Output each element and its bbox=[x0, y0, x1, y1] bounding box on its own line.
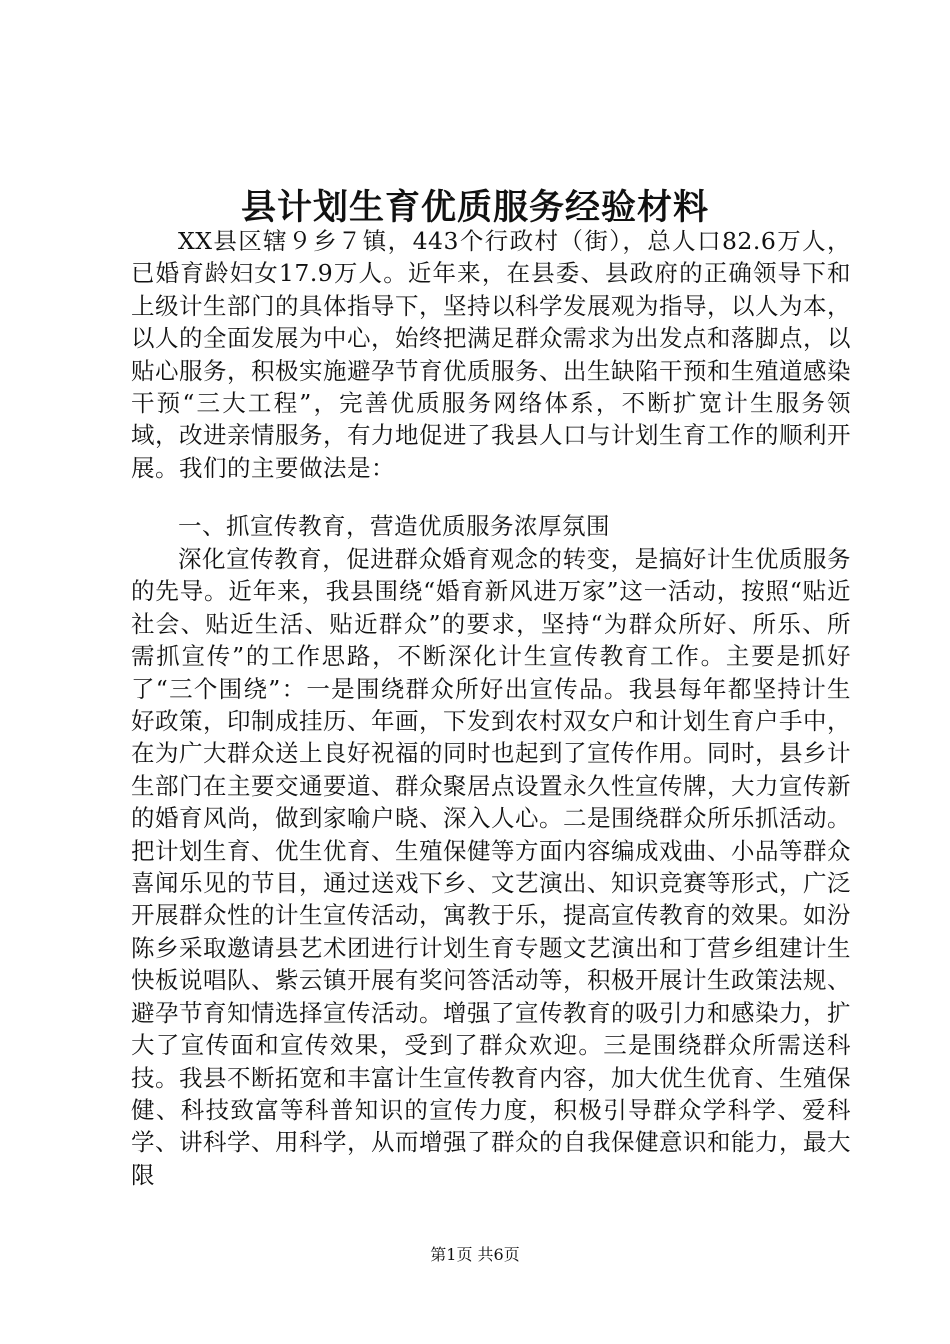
page-footer: 第1页 共6页 bbox=[430, 1245, 520, 1264]
body-paragraph-intro: XX县区辖９乡７镇，443个行政村（街），总人口82.6万人，已婚育龄妇女17.9万人。近年来，在县委、县政府的正确领导下和上级计生部门的具体指导下，坚持以科学发展观为指导，以人为本，以人的全面发展为中心，始终把满足群众需求为出发点和落脚点，以贴心服务，积极实施避孕节育优质服务、出生缺陷干预和生殖道感染干预“三大工程”，完善优质服务网络体系，不断扩宽计生服务领域，改进亲情服务，有力地促进了我县人口与计划生育工作的顺利开展。我们的主要做法是： bbox=[131, 227, 851, 482]
section-heading: 一、抓宣传教育，营造优质服务浓厚氛围 bbox=[178, 512, 610, 540]
body-paragraph-section-1: 深化宣传教育，促进群众婚育观念的转变，是搞好计生优质服务的先导。近年来，我县围绕“婚育新风进万家”这一活动，按照“贴近社会、贴近生活、贴近群众”的要求，坚持“为群众所好、所乐、所需抓宣传”的工作思路，不断深化计生宣传教育工作。主要是抓好了“三个围绕”：一是围绕群众所好出宣传品。我县每年都坚持计生好政策，印制成挂历、年画，下发到农村双女户和计划生育户手中，在为广大群众送上良好祝福的同时也起到了宣传作用。同时，县乡计生部门在主要交通要道、群众聚居点设置永久性宣传牌，大力宣传新的婚育风尚，做到家喻户晓、深入人心。二是围绕群众所乐抓活动。把计划生育、优生优育、生殖保健等方面内容编成戏曲、小品等群众喜闻乐见的节目，通过送戏下乡、文艺演出、知识竞赛等形式，广泛开展群众性的计生宣传活动，寓教于乐，提高宣传教育的效果。如汾陈乡采取邀请县艺术团进行计划生育专题文艺演出和丁营乡组建计生快板说唱队、紫云镇开展有奖问答活动等，积极开展计生政策法规、避孕节育知情选择宣传活动。增强了宣传教育的吸引力和感染力，扩大了宣传面和宣传效果，受到了群众欢迎。三是围绕群众所需送科技。我县不断拓宽和丰富计生宣传教育内容，加大优生优育、生殖保健、科技致富等科普知识的宣传力度，积极引导群众学科学、爱科学、讲科学、用科学，从而增强了群众的自我保健意识和能力，最大限 bbox=[131, 545, 851, 1189]
document-title: 县计划生育优质服务经验材料 bbox=[240, 187, 709, 228]
